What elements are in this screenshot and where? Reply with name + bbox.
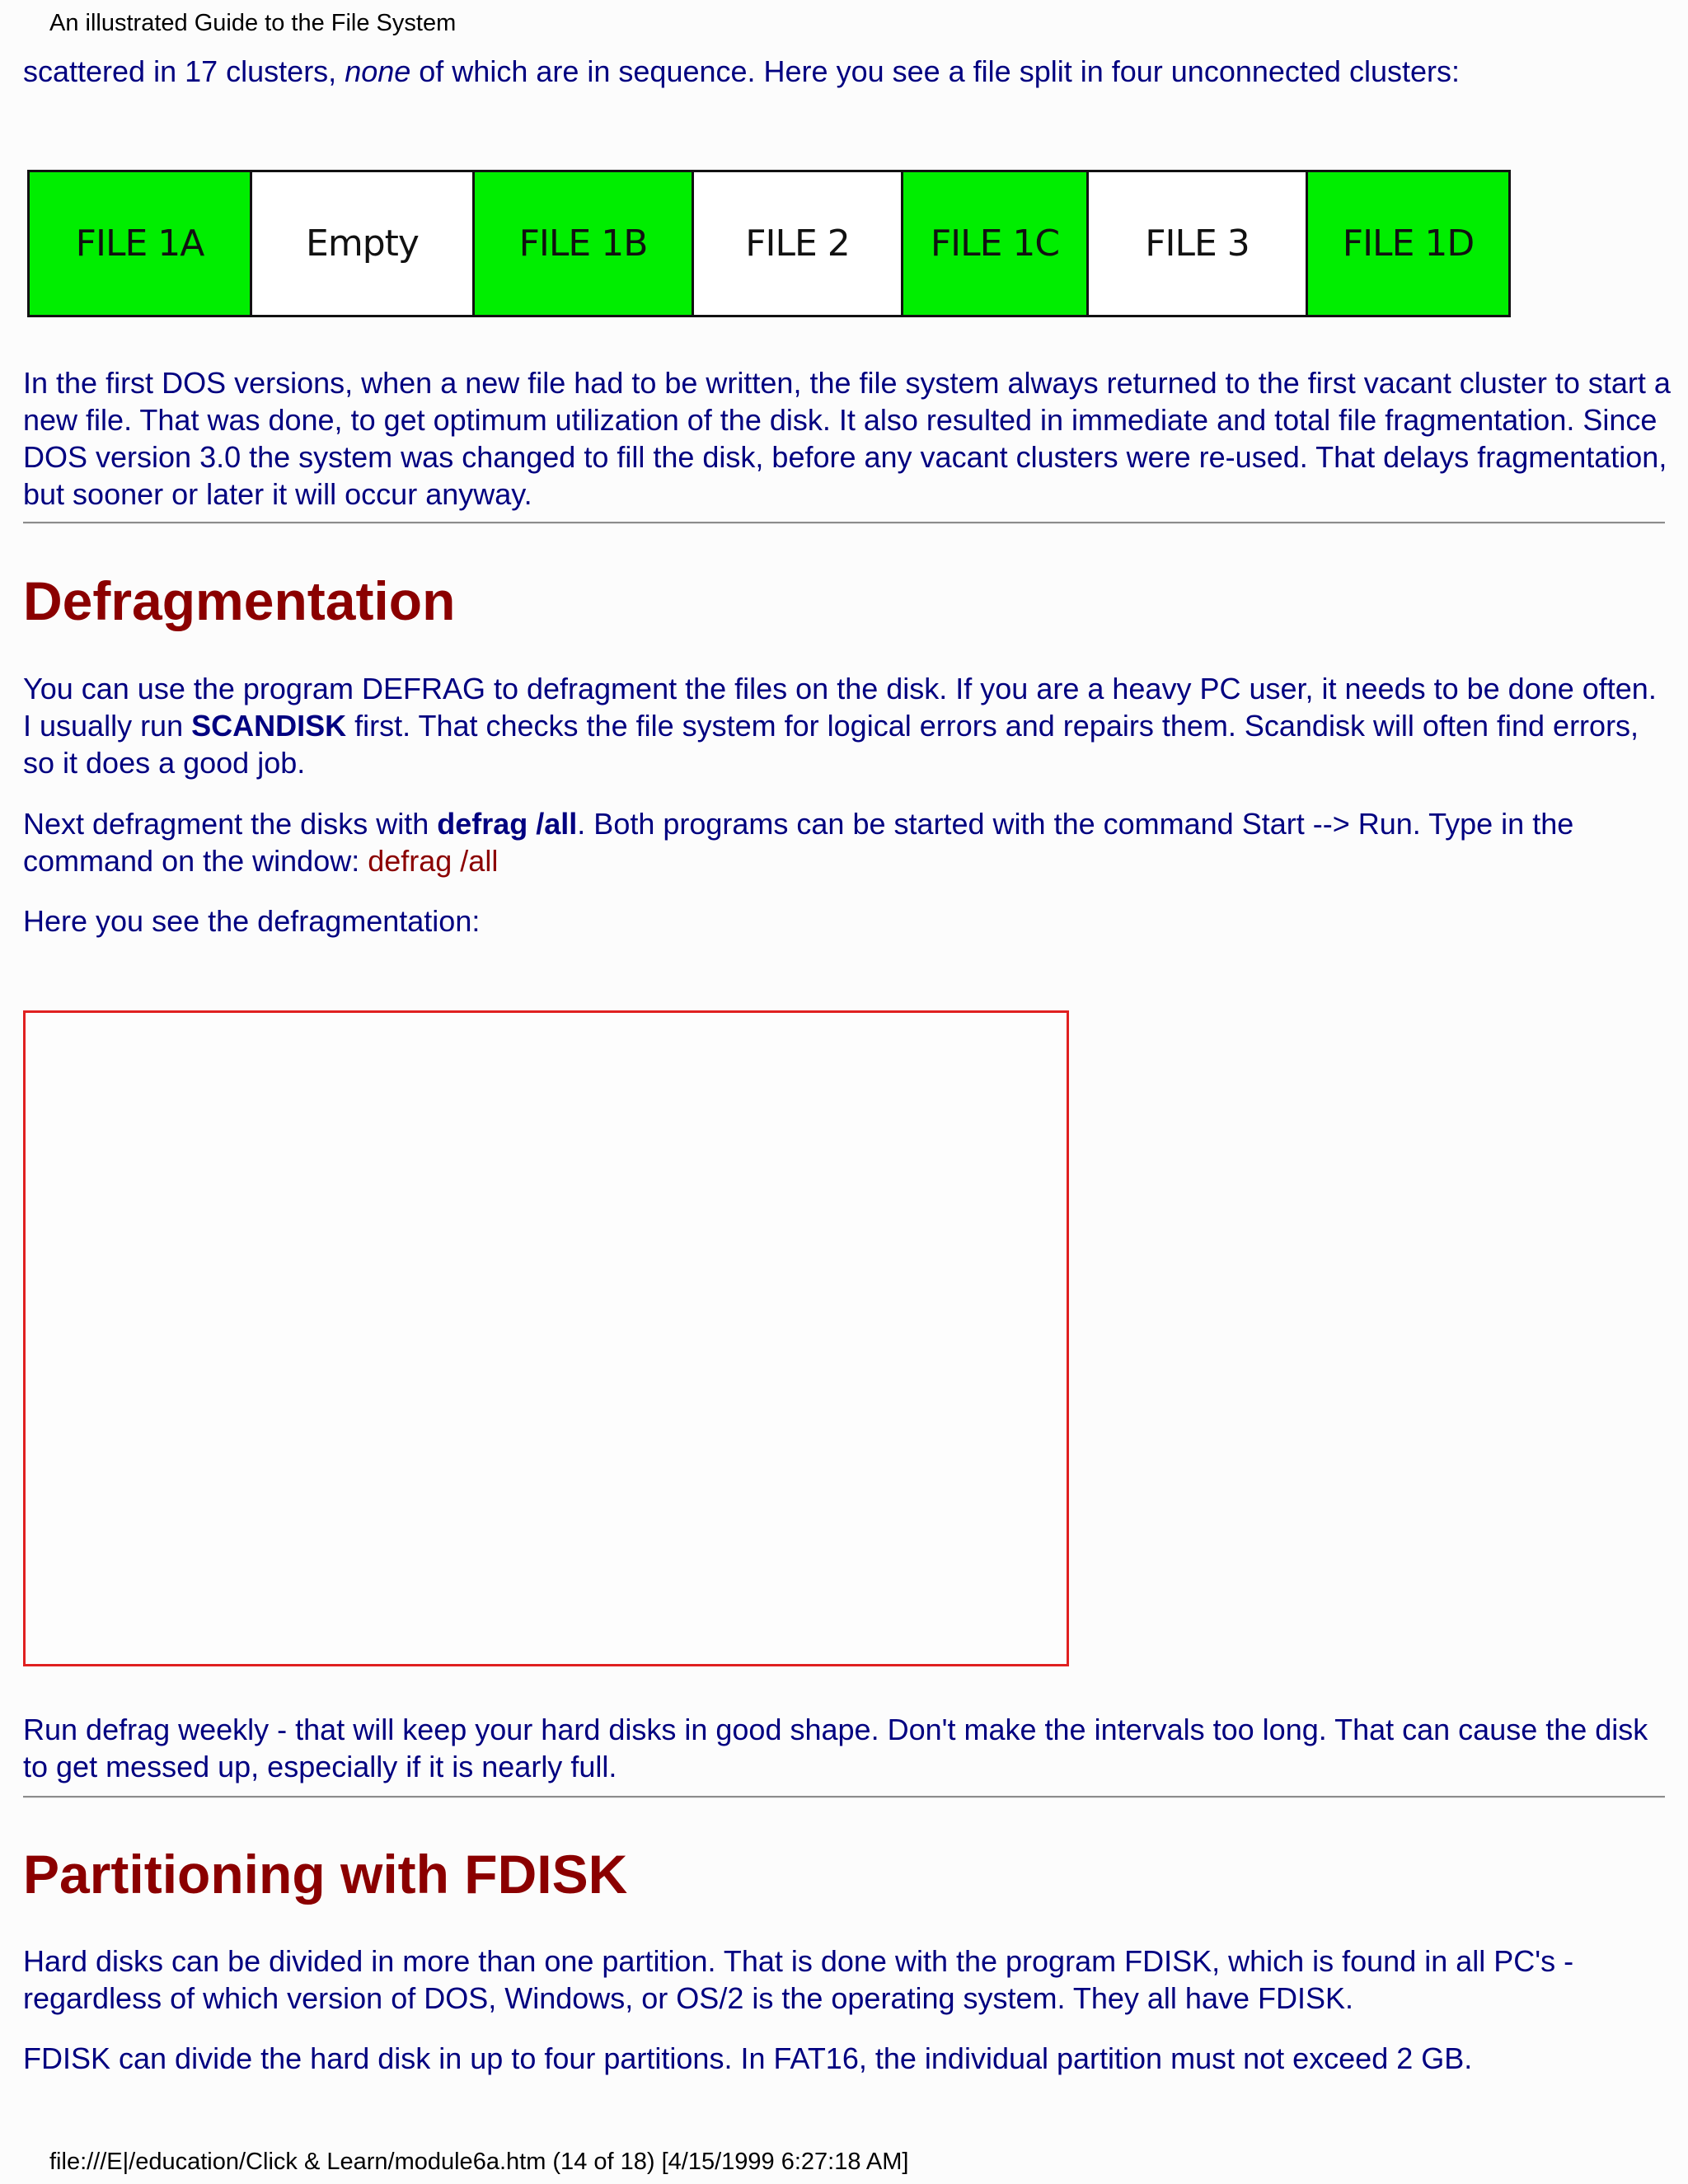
defrag-intro-text: You can use the program DEFRAG to defragment the files on the disk. If you are a heavy PC user, it needs to be done often. I usually run: [23, 672, 1657, 743]
defrag-illustration-caption: Here you see the defragmentation:: [23, 904, 481, 938]
cluster-cell: FILE 3: [1089, 172, 1308, 315]
defragmentation-heading: Defragmentation: [23, 570, 456, 631]
intro-paragraph: [23, 53, 1672, 90]
fdisk-intro-paragraph: Hard disks can be divided in more than one partition. That is done with the program FDISK, which is found in all PC's - regardless of which version of DOS, Windows, or OS/2 is the operating system. They all have FDISK.: [23, 1944, 1574, 2015]
intro-text-end: of which are in sequence. Here you see a file split in four unconnected clusters:: [410, 54, 1460, 88]
cluster-cell: Empty: [252, 172, 475, 315]
defrag-command-paragraph: [23, 805, 1672, 879]
cluster-cell: FILE 2: [694, 172, 903, 315]
defrag-command: defrag /all: [368, 844, 499, 878]
cluster-diagram: [27, 170, 1511, 317]
defrag-command-text-middle: . Both programs can be started with the command Start --> Run. Type in the command on the window:: [23, 807, 1574, 878]
print-footer: file:///E|/education/Click & Learn/module6a.htm (14 of 18) [4/15/1999 6:27:18 AM]: [49, 2149, 909, 2175]
dos-versions-paragraph: In the first DOS versions, when a new file had to be written, the file system always returned to the first vacant cluster to start a new file. That was done, to get optimum utilization of the disk. It also resulted in immediate and total file fragmentation. Since DOS version 3.0 the system was changed to fill the disk, before any vacant clusters were re-used. That delays fragmentation, but sooner or later it will occur anyway.: [23, 366, 1671, 511]
defrag-weekly-paragraph: Run defrag weekly - that will keep your hard disks in good shape. Don't make the intervals too long. That can cause the disk to get messed up, especially if it is nearly full.: [23, 1713, 1648, 1783]
cluster-cell: FILE 1B: [475, 172, 694, 315]
fdisk-partitions-paragraph: FDISK can divide the hard disk in up to four partitions. In FAT16, the individual partition must not exceed 2 GB.: [23, 2041, 1473, 2075]
defrag-command-text: Next defragment the disks with: [23, 807, 438, 841]
defrag-intro-paragraph: [23, 670, 1672, 781]
print-header: An illustrated Guide to the File System: [49, 10, 457, 36]
intro-emphasis: none: [345, 54, 411, 88]
cluster-cell: FILE 1A: [30, 172, 252, 315]
defrag-intro-text-end: first. That checks the file system for logical errors and repairs them. Scandisk will often find errors, so it does a good job.: [23, 709, 1639, 780]
cluster-cell: FILE 1C: [903, 172, 1089, 315]
section-divider: [23, 522, 1665, 524]
defragmentation-animation-frame: [23, 1010, 1069, 1666]
scandisk-term: SCANDISK: [191, 709, 347, 743]
fdisk-heading: Partitioning with FDISK: [23, 1844, 628, 1905]
defrag-all-term: defrag /all: [437, 807, 578, 841]
cluster-cell: FILE 1D: [1308, 172, 1508, 315]
section-divider: [23, 1796, 1665, 1798]
intro-text-start: scattered in 17 clusters,: [23, 54, 345, 88]
